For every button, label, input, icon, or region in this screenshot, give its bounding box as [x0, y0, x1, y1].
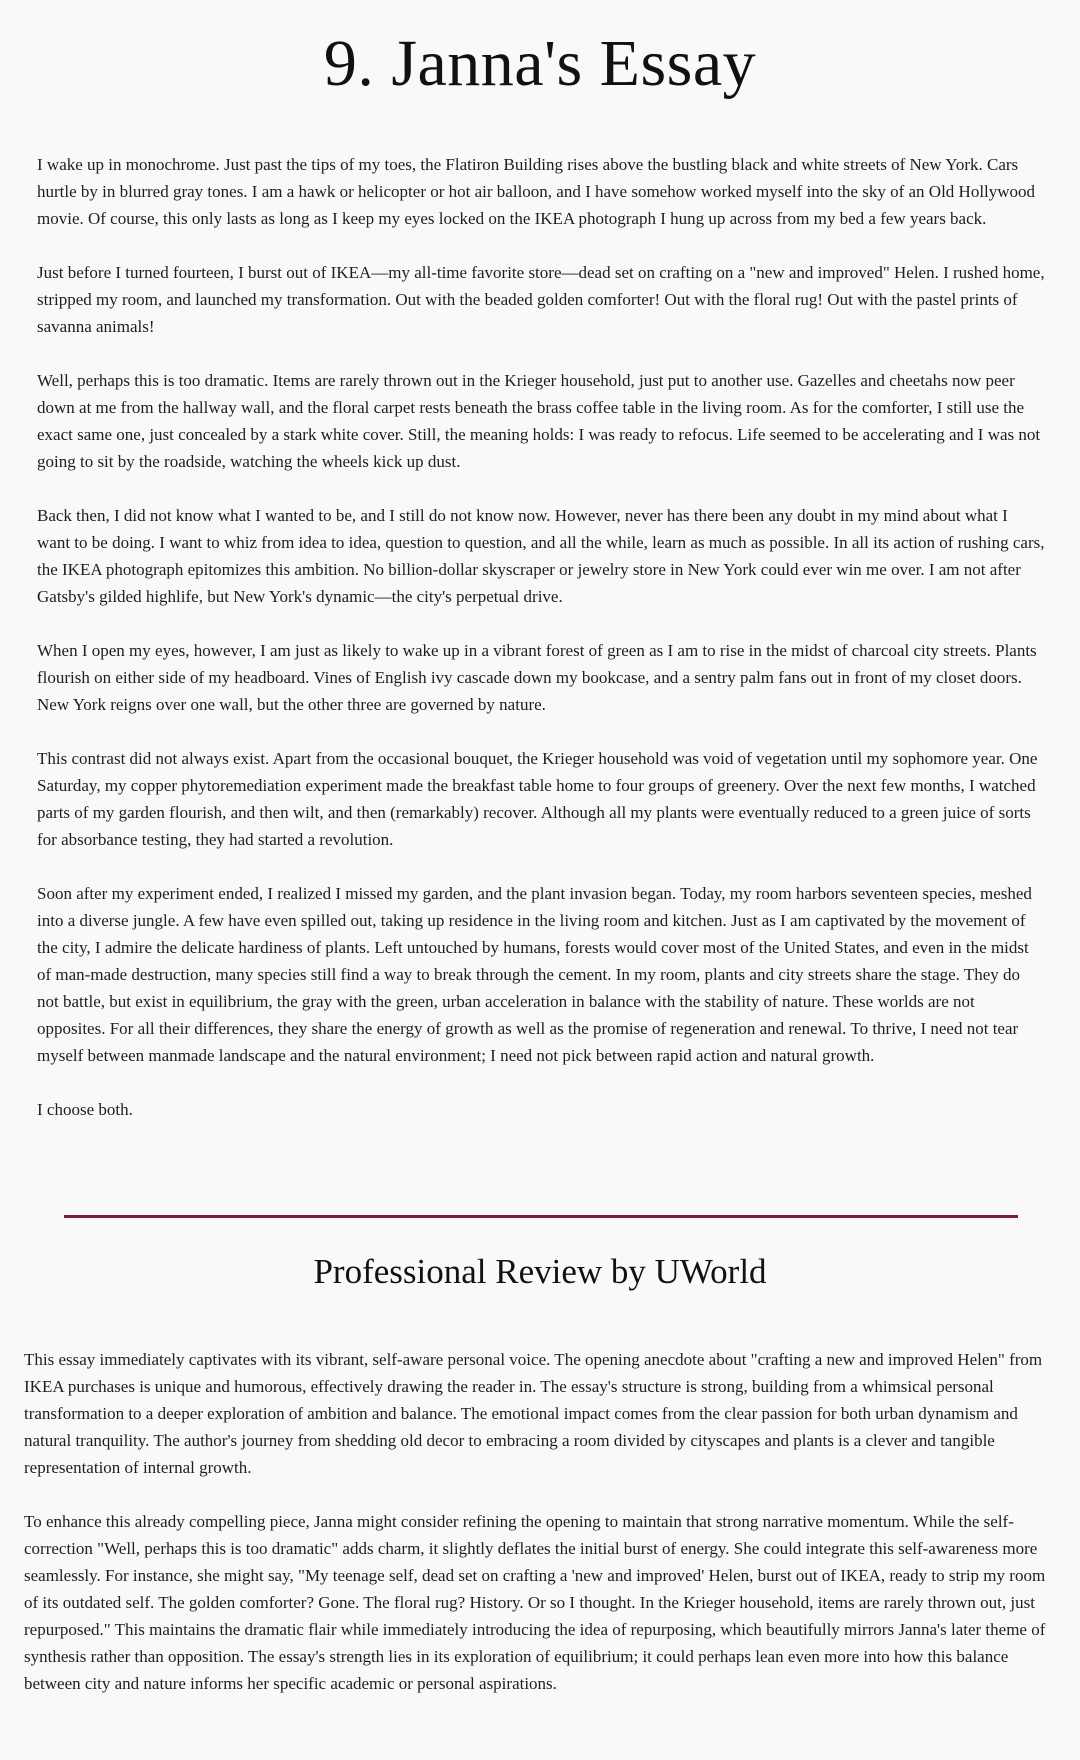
section-divider — [64, 1215, 1018, 1218]
review-paragraph: This essay immediately captivates with its vibrant, self-aware personal voice. The opening anecdote about "crafting a new and improved Helen" from IKEA purchases is unique and humorous, effectively drawing the reader in. The essay's structure is strong, building from a whimsical personal transformation to a deeper exploration of ambition and balance. The emotional impact comes from the clear passion for both urban dynamism and natural tranquility. The author's journey from shedding old decor to embracing a room divided by cityscapes and plants is a clever and tangible representation of internal growth. — [24, 1350, 1043, 1477]
essay-paragraph: Just before I turned fourteen, I burst out of IKEA—my all-time favorite store—dead set on crafting on a "new and improved" Helen. I rushed home, stripped my room, and launched my transformation. Out with the beaded golden comforter! Out with the floral rug! Out with the pastel prints of savanna animals! — [37, 263, 1045, 336]
essay-paragraph: I wake up in monochrome. Just past the tips of my toes, the Flatiron Building rises above the bustling black and white streets of New York. Cars hurtle by in blurred gray tones. I am a hawk or helicopter or hot air balloon, and I have somehow worked myself into the sky of an Old Hollywood movie. Of course, this only lasts as long as I keep my eyes locked on the IKEA photograph I hung up across from my bed a few years back. — [37, 155, 1036, 228]
essay-paragraph: This contrast did not always exist. Apart from the occasional bouquet, the Krieger household was void of vegetation until my sophomore year. One Saturday, my copper phytoremediation experiment made the breakfast table home to four groups of greenery. Over the next few months, I watched parts of my garden flourish, and then wilt, and then (remarkably) recover. Although all my plants were eventually reduced to a green juice of sorts for absorbance testing, they had started a revolution. — [37, 749, 1038, 849]
essay-closing-line: I choose both. — [37, 1100, 133, 1119]
essay-paragraph: Soon after my experiment ended, I realized I missed my garden, and the plant invasion began. Today, my room harbors seventeen species, meshed into a diverse jungle. A few have even spilled out, taking up residence in the living room and kitchen. Just as I am captivated by the movement of the city, I admire the delicate hardiness of plants. Left untouched by humans, forests would cover most of the United States, and even in the midst of man-made destruction, many species still find a way to break through the cement. In my room, plants and city streets share the stage. They do not battle, but exist in equilibrium, the gray with the green, urban acceleration in balance with the stability of nature. These worlds are not opposites. For all their differences, they share the energy of growth as well as the promise of regeneration and renewal. To thrive, I need not tear myself between manmade landscape and the natural environment; I need not pick between rapid action and natural growth. — [37, 884, 1032, 1065]
review-body — [24, 1346, 1060, 1724]
page-title: 9. Janna's Essay — [323, 27, 757, 100]
essay-body — [37, 151, 1045, 1150]
review-heading: Professional Review by UWorld — [313, 1252, 767, 1291]
review-paragraph: To enhance this already compelling piece, Janna might consider refining the opening to maintain that strong narrative momentum. While the self-correction "Well, perhaps this is too dramatic" adds charm, it slightly deflates the initial burst of energy. She could integrate this self-awareness more seamlessly. For instance, she might say, "My teenage self, dead set on crafting a 'new and improved' Helen, burst out of IKEA, ready to strip my room of its outdated self. The golden comforter? Gone. The floral rug? History. Or so I thought. In the Krieger household, items are rarely thrown out, just repurposed." This maintains the dramatic flair while immediately introducing the idea of repurposing, which beautifully mirrors Janna's later theme of synthesis rather than opposition. The essay's strength lies in its exploration of equilibrium; it could perhaps lean even more into how this balance between city and nature informs her specific academic or personal aspirations. — [24, 1512, 1046, 1693]
essay-paragraph: When I open my eyes, however, I am just as likely to wake up in a vibrant forest of green as I am to rise in the midst of charcoal city streets. Plants flourish on either side of my headboard. Vines of English ivy cascade down my bookcase, and a sentry palm fans out in front of my closet doors. New York reigns over one wall, but the other three are governed by nature. — [37, 641, 1037, 714]
essay-paragraph: Well, perhaps this is too dramatic. Items are rarely thrown out in the Krieger household, just put to another use. Gazelles and cheetahs now peer down at me from the hallway wall, and the floral carpet rests beneath the brass coffee table in the living room. As for the comforter, I still use the exact same one, just concealed by a stark white cover. Still, the meaning holds: I was ready to refocus. Life seemed to be accelerating and I was not going to sit by the roadside, watching the wheels kick up dust. — [37, 371, 1041, 471]
essay-paragraph: Back then, I did not know what I wanted to be, and I still do not know now. However, never has there been any doubt in my mind about what I want to be doing. I want to whiz from idea to idea, question to question, and all the while, learn as much as possible. In all its action of rushing cars, the IKEA photograph epitomizes this ambition. No billion-dollar skyscraper or jewelry store in New York could ever win me over. I am not after Gatsby's gilded highlife, but New York's dynamic—the city's perpetual drive. — [37, 506, 1045, 606]
